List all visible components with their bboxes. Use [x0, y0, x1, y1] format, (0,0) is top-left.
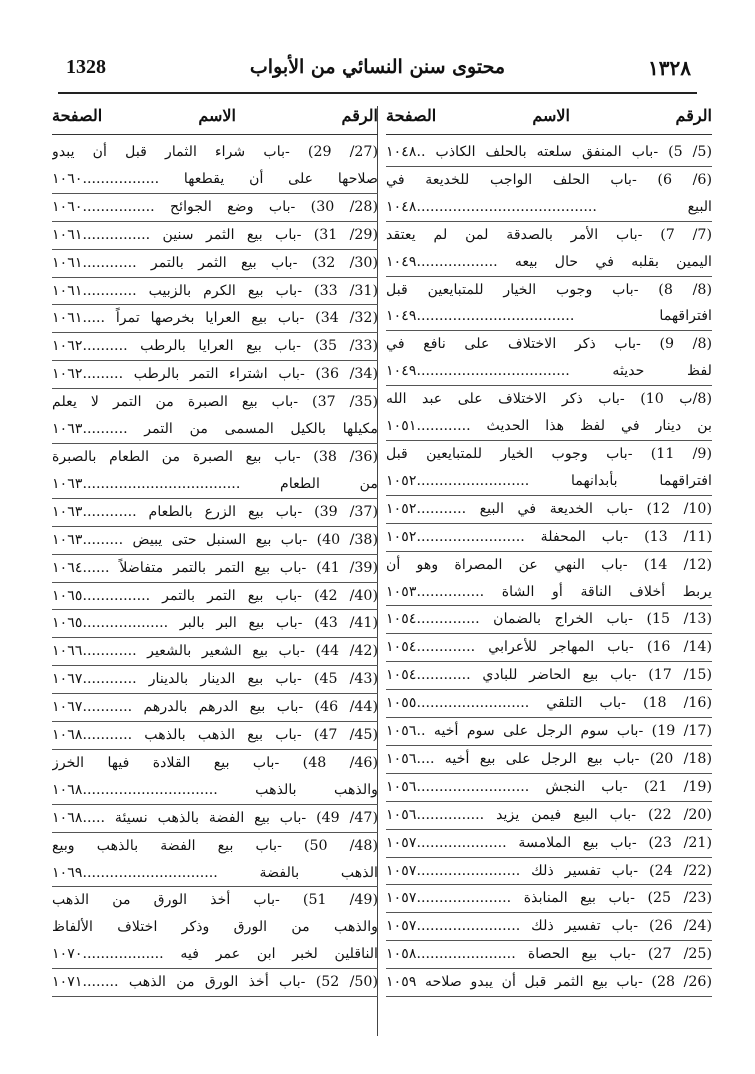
toc-entry-line: (43/ 45) -باب بيع الدينار بالدينار ............١٠٦٧	[52, 671, 378, 688]
toc-entry	[52, 222, 378, 249]
toc-entry	[386, 662, 712, 689]
toc-entry-line: (23/ 25) -باب بيع المنابذة .....................١٠٥٧	[386, 890, 712, 907]
toc-entry-line: (33/ 35) -باب بيع العرايا بالرطب ..........١٠٦٢	[52, 338, 378, 355]
toc-entry-line: (47/ 49) -باب بيع الفضة بالذهب نسيئة .....١٠٦٨	[52, 809, 378, 826]
toc-entry-line: (39/ 41) -باب بيع التمر بالتمر متفاضلاً ......١٠٦٤	[52, 559, 378, 576]
column-header-rule	[52, 134, 378, 135]
toc-entry	[386, 441, 712, 495]
toc-entry	[52, 750, 378, 804]
column-header-name: الاسم	[532, 106, 570, 125]
toc-entry-line: (11/ 13) -باب المحفلة ........................١٠٥٢	[386, 528, 712, 545]
toc-entry	[52, 805, 378, 832]
page-header	[30, 56, 725, 86]
toc-entry	[52, 969, 378, 996]
toc-entry	[52, 527, 378, 554]
left-entries-list	[52, 139, 378, 997]
right-column-header	[386, 106, 712, 134]
toc-entry-line: (6/ 6) -باب الحلف الواجب للخديعة في	[386, 171, 712, 188]
toc-entry	[52, 389, 378, 443]
toc-entry-line: (18/ 20) -باب بيع الرجل على بيع أخيه ....١٠٥٦	[386, 750, 712, 767]
toc-entry-line: (35/ 37) -باب بيع الصبرة من التمر لا يعلم	[52, 394, 378, 411]
toc-entry-line: مكيلها بالكيل المسمى من التمر ..........١٠٦٣	[52, 421, 378, 438]
toc-entry	[386, 718, 712, 745]
toc-entry-line: (19/ 21) -باب النجش .........................١٠٥٦	[386, 778, 712, 795]
toc-entry-line: (31/ 33) -باب بيع الكرم بالزبيب ............١٠٦١	[52, 282, 378, 299]
toc-entry	[386, 496, 712, 523]
toc-entry-line: البيع ........................................١٠٤٨	[386, 198, 712, 215]
toc-entry	[386, 830, 712, 857]
entry-rule	[52, 996, 378, 997]
header-rule	[58, 92, 697, 94]
toc-entry	[386, 606, 712, 633]
column-header-page: الصفحة	[386, 106, 437, 125]
left-column	[52, 106, 378, 997]
toc-entry-line: (8/ 8) -باب وجوب الخيار للمتبايعين قبل	[386, 281, 712, 298]
toc-entry	[52, 444, 378, 498]
toc-entry-line: والذهب بالذهب ..............................١٠٦٨	[52, 781, 378, 798]
toc-entry-line: (16/ 18) -باب التلقي .........................١٠٥٥	[386, 695, 712, 712]
toc-entry	[386, 552, 712, 606]
toc-entry	[52, 278, 378, 305]
toc-entry	[386, 167, 712, 221]
toc-entry-line: (14/ 16) -باب المهاجر للأعرابي .............١٠٥٤	[386, 639, 712, 656]
toc-entry	[52, 583, 378, 610]
toc-entry-line: افتراقهما ...................................١٠٤٩	[386, 308, 712, 325]
toc-entry-line: (8/ 9) -باب ذكر الاختلاف على نافع في	[386, 336, 712, 353]
toc-entry	[386, 969, 712, 996]
toc-entry	[52, 250, 378, 277]
toc-entry-line: (13/ 15) -باب الخراج بالضمان ..............١٠٥٤	[386, 611, 712, 628]
toc-entry	[52, 139, 378, 193]
toc-entry	[386, 774, 712, 801]
toc-entry-line: (32/ 34) -باب بيع العرايا بخرصها تمراً .....١٠٦١	[52, 310, 378, 327]
toc-entry	[386, 386, 712, 440]
toc-entry	[52, 887, 378, 968]
toc-entry	[52, 833, 378, 887]
toc-entry-line: (26/ 28) -باب بيع الثمر قبل أن يبدو صلاحه ١٠٥٩	[386, 974, 712, 991]
toc-entry-line: (22/ 24) -باب تفسير ذلك .......................١٠٥٧	[386, 862, 712, 879]
toc-entry	[52, 305, 378, 332]
toc-entry-line: والذهب من الورق وذكر اختلاف الألفاظ	[52, 919, 378, 936]
toc-entry-line: (8/ب 10) -باب ذكر الاختلاف على عبد الله	[386, 391, 712, 408]
toc-entry	[52, 333, 378, 360]
toc-entry-line: (46/ 48) -باب بيع القلادة فيها الخرز	[52, 754, 378, 771]
toc-entry-line: (27/ 29) -باب شراء الثمار قبل أن يبدو	[52, 144, 378, 160]
toc-entry-line: (37/ 39) -باب بيع الزرع بالطعام ............١٠٦٣	[52, 503, 378, 520]
toc-entry	[52, 610, 378, 637]
toc-entry-line: (34/ 36) -باب اشتراء التمر بالرطب .........١٠٦٢	[52, 366, 378, 383]
page-title: محتوى سنن النسائي من الأبواب	[249, 56, 506, 78]
toc-entry-line: (24/ 26) -باب تفسير ذلك .......................١٠٥٧	[386, 918, 712, 935]
toc-entry-line: (48/ 50) -باب بيع الفضة بالذهب وبيع	[52, 837, 378, 854]
toc-entry-line: (20/ 22) -باب البيع فيمن يزيد ...............١٠٥٦	[386, 806, 712, 823]
toc-entry-line: (50/ 52) -باب أخذ الورق من الذهب ........١٠٧١	[52, 974, 378, 991]
toc-entry-line: (29/ 31) -باب بيع الثمر سنين ...............١٠٦١	[52, 226, 378, 243]
toc-entry-line: (44/ 46) -باب بيع الدرهم بالدرهم ...........١٠٦٧	[52, 699, 378, 716]
toc-entry	[52, 638, 378, 665]
column-header-number: الرقم	[675, 106, 712, 125]
toc-entry	[52, 694, 378, 721]
toc-entry	[386, 885, 712, 912]
left-column-header	[52, 106, 378, 134]
toc-entry	[386, 858, 712, 885]
toc-entry-line: (30/ 32) -باب بيع الثمر بالتمر ............١٠٦١	[52, 254, 378, 271]
toc-entry-line: (25/ 27) -باب بيع الحصاة ......................١٠٥٨	[386, 946, 712, 963]
toc-entry-line: (49/ 51) -باب أخذ الورق من الذهب	[52, 892, 378, 909]
toc-entry	[52, 722, 378, 749]
page-number-arabic: ١٣٢٨	[648, 56, 691, 80]
toc-entry-line: بن دينار في لفظ هذا الحديث ............١٠٥١	[386, 418, 712, 435]
entry-rule	[386, 996, 712, 997]
toc-entry-line: صلاحها على أن يقطعها .................١٠٦٠	[52, 170, 378, 187]
toc-entry	[386, 802, 712, 829]
toc-entry-line: (28/ 30) -باب وضع الجوائح ................١٠٦٠	[52, 198, 378, 215]
toc-entry	[386, 634, 712, 661]
right-entries-list	[386, 139, 712, 997]
toc-entry	[386, 913, 712, 940]
toc-entry-line: (17/ 19) -باب سوم الرجل على سوم أخيه ..١٠٥٦	[386, 723, 712, 740]
toc-entry	[386, 524, 712, 551]
toc-entry	[386, 222, 712, 276]
toc-entry-line: (10/ 12) -باب الخديعة في البيع ...........١٠٥٢	[386, 500, 712, 517]
toc-entry	[386, 690, 712, 717]
toc-entry-line: (40/ 42) -باب بيع التمر بالتمر ...............١٠٦٥	[52, 587, 378, 604]
toc-entry-line: (45/ 47) -باب بيع الذهب بالذهب ...........١٠٦٨	[52, 727, 378, 744]
toc-entry	[386, 941, 712, 968]
toc-entry	[52, 499, 378, 526]
toc-entry-line: لفظ حديثه ..................................١٠٤٩	[386, 363, 712, 380]
toc-entry-line: (15/ 17) -باب بيع الحاضر للبادي ............١٠٥٤	[386, 667, 712, 684]
toc-entry	[386, 277, 712, 331]
toc-entry-line: اليمين بقلبه في حال بيعه ..................١٠٤٩	[386, 253, 712, 270]
page-number-latin: 1328	[66, 56, 106, 78]
toc-entry	[52, 194, 378, 221]
toc-entry-line: الذهب بالفضة ..............................١٠٦٩	[52, 864, 378, 881]
column-header-page: الصفحة	[52, 106, 103, 125]
column-header-name: الاسم	[198, 106, 236, 125]
toc-entry-line: (21/ 23) -باب بيع الملامسة ....................١٠٥٧	[386, 834, 712, 851]
toc-entry-line: (5/ 5) -باب المنفق سلعته بالحلف الكاذب ..١٠٤٨	[386, 144, 712, 160]
toc-entry	[386, 746, 712, 773]
toc-entry-line: (42/ 44) -باب بيع الشعير بالشعير ............١٠٦٦	[52, 643, 378, 660]
toc-entry-line: (12/ 14) -باب النهي عن المصراة وهو أن	[386, 556, 712, 573]
toc-entry-line: (38/ 40) -باب بيع السنبل حتى يبيض .........١٠٦٣	[52, 531, 378, 548]
toc-entry-line: افتراقهما بأبدانهما .........................١٠٥٢	[386, 472, 712, 489]
toc-entry-line: (41/ 43) -باب بيع البر بالبر ...................١٠٦٥	[52, 615, 378, 632]
toc-entry-line: (7/ 7) -باب الأمر بالصدقة لمن لم يعتقد	[386, 226, 712, 243]
toc-entry-line: الناقلين لخبر ابن عمر فيه ..................١٠٧٠	[52, 946, 378, 963]
toc-entry-line: يربط أخلاف الناقة أو الشاة ...............١٠٥٣	[386, 583, 712, 600]
column-header-rule	[386, 134, 712, 135]
toc-entry	[386, 139, 712, 166]
toc-entry-line: (36/ 38) -باب بيع الصبرة من الطعام بالصبرة	[52, 448, 378, 465]
toc-entry	[52, 555, 378, 582]
column-header-number: الرقم	[341, 106, 378, 125]
toc-entry-line: من الطعام ...................................١٠٦٣	[52, 475, 378, 492]
toc-entry	[386, 331, 712, 385]
toc-entry	[52, 361, 378, 388]
toc-entry	[52, 666, 378, 693]
right-column	[386, 106, 712, 997]
toc-entry-line: (9/ 11) -باب وجوب الخيار للمتبايعين قبل	[386, 445, 712, 462]
